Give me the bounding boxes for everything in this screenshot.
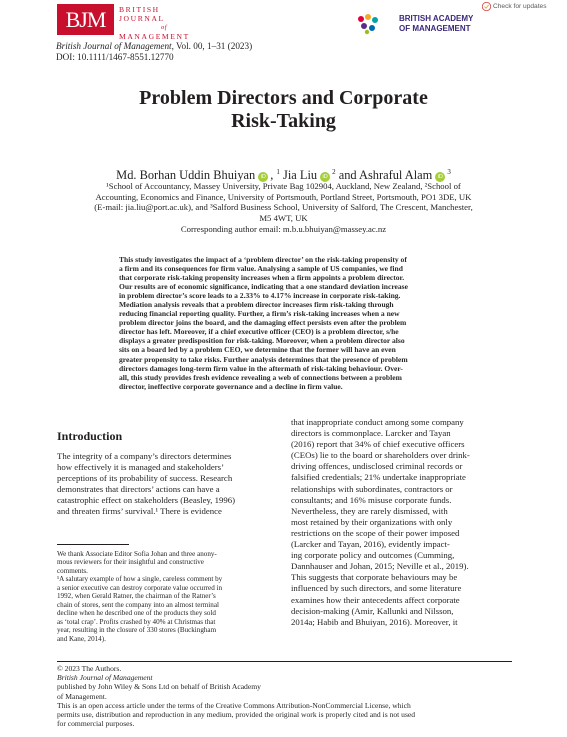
body-line: demonstrates that directors’ actions can have a (57, 484, 220, 495)
footnote-line: We thank Associate Editor Sofia Johan and three anony- (57, 550, 217, 558)
footnote-line: year, resulting in the closure of 330 stores (Buckingham (57, 626, 217, 635)
wordmark-line: BRITISH (119, 5, 160, 14)
journal-wordmark (119, 5, 239, 41)
doi-link[interactable]: DOI: 10.1111/1467-8551.12770 (56, 52, 174, 62)
copyright-line (57, 664, 512, 692)
footnote-line: and Kane, 2014). (57, 634, 106, 643)
copyright-divider (57, 661, 512, 662)
author-separator: and (335, 168, 360, 182)
academy-line: BRITISH ACADEMY (399, 14, 474, 23)
author-name: Jia Liu (283, 168, 318, 182)
abstract-line: a firm and its consequences for firm value. Analysing a sample of US companies, we find (119, 264, 403, 274)
body-line: (2016) report that 34% of chief executive officers (291, 439, 465, 450)
abstract-line: director, ineffective corporate governance and a decline in firm value. (119, 381, 343, 391)
citation-details: , Vol. 00, 1–31 (2023) (171, 41, 253, 51)
abstract-line: all, this study provides fresh evidence revealing a web of connections between a problem (119, 372, 402, 382)
author-list (56, 165, 511, 182)
footnote-line: mous reviewers for their insightful and constructive (57, 558, 204, 567)
check-updates-label: Check for updates (493, 3, 547, 10)
abstract-line: that corporate risk-taking propensity increases when a firm appoints a problem director. (119, 273, 405, 283)
affiliation-line: Accounting, Economics and Finance, University of Portsmouth, Portland Street, Portsmouth, PO1 3DE, UK (95, 191, 472, 202)
body-line: catastrophic effect on stakeholders (Beasley, 1996) (57, 495, 236, 506)
affiliation-line: M5 4WT, UK (259, 213, 308, 224)
abstract-line: displays a greater predisposition for risk-taking. Moreover, when a problem director also (119, 336, 405, 346)
citation-line (56, 41, 252, 52)
wordmark-line: of (161, 24, 168, 31)
footnote-line: 1992, when Gerald Ratner, the chairman of the Ratner’s (57, 592, 216, 601)
orcid-icon[interactable]: iD (435, 172, 445, 182)
abstract (119, 255, 448, 391)
abstract-line: directors damages long-term firm value in the aftermath of risk-taking behaviour. Over- (119, 363, 403, 373)
body-line: The integrity of a company’s directors determines (57, 451, 232, 461)
abstract-line: director has left. Moreover, if a chief executive officer (CEO) is a problem director, s/he (119, 327, 399, 337)
footnote-line: as ‘total crap’. Profits crashed by 40% at Christmas that (57, 617, 216, 626)
body-line: restrictions on the scope of their power imposed (291, 527, 460, 538)
journal-name: British Journal of Management (56, 41, 172, 51)
orcid-icon[interactable]: iD (258, 172, 268, 182)
affiliation-marker: 3 (447, 168, 451, 176)
corresponding-email[interactable]: Corresponding author email: m.b.u.bhuiyan@massey.ac.nz (180, 223, 387, 234)
article-title (56, 87, 511, 133)
copyright-journal: British Journal of Management (57, 673, 153, 683)
body-line: falsified credentials; 21% undertake inappropriate (291, 472, 466, 483)
academy-wordmark (399, 14, 473, 34)
body-line: Dannhauser and Johan, 2015; Neville et al., 2019). (291, 561, 469, 572)
wordmark-line: MANAGEMENT (119, 32, 190, 41)
footnote-divider (57, 544, 129, 545)
abstract-line: This study investigates the impact of a ‘problem director’ on the risk-taking propensity of (119, 255, 407, 264)
license-line: for commercial purposes. (57, 719, 135, 729)
section-heading: Introduction (57, 429, 123, 443)
abstract-line: in problem director’s score leads to a 2.33% to 4.17% increase in corporate risk-taking. (119, 291, 401, 301)
abstract-line: reducing financial reporting quality. Further, a firm’s risk-taking increases when a new (119, 309, 400, 319)
license-line: permits use, distribution and reproduction in any medium, provided the original work is properly cited and is not used (57, 710, 416, 720)
academy-logo (355, 12, 475, 38)
right-column-text (291, 417, 512, 628)
body-line: that inappropriate conduct among some company (291, 417, 464, 427)
body-line: most retained by their organizations with only (291, 516, 453, 527)
affiliation-line: (E-mail: jia.liu@port.ac.uk), and ³Salford Business School, University of Salford, The Crescent, Manchester, (94, 202, 473, 213)
body-line: influenced by such directors, and some literature (291, 583, 462, 594)
author-name: Ashraful Alam (359, 168, 433, 182)
body-line: driving offences, undisclosed criminal records or (291, 461, 463, 472)
author-separator: , (270, 168, 277, 182)
footnote-line: chain of stores, sent the company into an almost terminal (57, 600, 219, 609)
copyright-text: published by John Wiley & Sons Ltd on behalf of British Academy (57, 682, 261, 692)
affiliation-marker: 2 (332, 168, 336, 176)
abstract-line: problem director joins the board, and the damaging effect persists even after the problem (119, 318, 407, 328)
title-line: Risk-Taking (231, 110, 336, 132)
body-line: This suggests that corporate behaviours may be (291, 572, 458, 583)
copyright-notice (57, 664, 512, 728)
title-line: Problem Directors and Corporate (139, 87, 428, 109)
check-for-updates-button[interactable] (482, 1, 566, 12)
body-line: relationships with subordinates, contractors or (291, 483, 453, 494)
footnote-line: comments. (57, 566, 88, 575)
body-line: how effectively it is managed and stakeholders’ (57, 462, 225, 473)
footnotes (57, 550, 275, 643)
affiliations (60, 181, 507, 235)
abstract-line: greater propensity to take risks. Further analysis determines that the presence of problem (119, 354, 408, 364)
affiliation-line: ¹School of Accountancy, Massey University, Private Bag 102904, Auckland, New Zealand, ²School of (106, 181, 461, 191)
copyright-text: © 2023 The Authors. (57, 664, 122, 673)
affiliation-marker: 1 (276, 168, 280, 176)
body-line: Nevertheless, they are rarely dismissed, with (291, 505, 448, 516)
abstract-line: sits on a board led by a problem CEO, we determine that the former will have an even (119, 345, 396, 355)
academy-emblem-icon (355, 13, 380, 35)
abstract-line: Mediation analysis reveals that a problem director increases firm risk-taking through (119, 300, 394, 310)
academy-line: OF MANAGEMENT (399, 24, 471, 33)
author-name: Md. Borhan Uddin Bhuiyan (116, 168, 256, 182)
left-column-text (57, 451, 274, 518)
license-line: This is an open access article under the terms of the Creative Commons Attribution-NonCommercial License, which (57, 700, 411, 710)
abstract-line: Our results are of economic significance, indicating that a one standard deviation increase (119, 282, 408, 292)
body-line: perceptions of its probability of success. Research (57, 473, 233, 484)
body-line: (Larcker and Tayan, 2016), evidently impact- (291, 539, 450, 550)
check-updates-icon (482, 2, 491, 11)
body-line: consultants; and 16% misuse corporate funds. (291, 494, 452, 505)
body-line: and threaten firms’ survival.¹ There is evidence (57, 506, 222, 517)
body-line: examines how their antecedents affect corporate (291, 594, 460, 605)
body-line: (CEOs) lie to the board or shareholders over drink- (291, 450, 470, 461)
orcid-icon[interactable]: iD (320, 172, 330, 182)
body-line: decision-making (Amir, Kallunki and Nilsson, (291, 605, 454, 616)
body-line: directors is commonplace. Larcker and Tayan (291, 428, 451, 439)
footnote-line: ¹A salutary example of how a single, careless comment by (57, 575, 223, 584)
footnote-line: a senior executive can destroy corporate value occurred in (57, 583, 223, 592)
copyright-line: of Management. (57, 691, 107, 701)
body-line: 2014a; Habib and Bhuiyan, 2016). Moreover, it (291, 616, 458, 627)
body-line: ing corporate policy and outcomes (Cumming, (291, 550, 455, 561)
wordmark-line: JOURNAL (119, 14, 165, 23)
footnote-line: decline when he described one of the products they sold (57, 609, 216, 618)
bjm-logo: BJM (57, 4, 114, 35)
